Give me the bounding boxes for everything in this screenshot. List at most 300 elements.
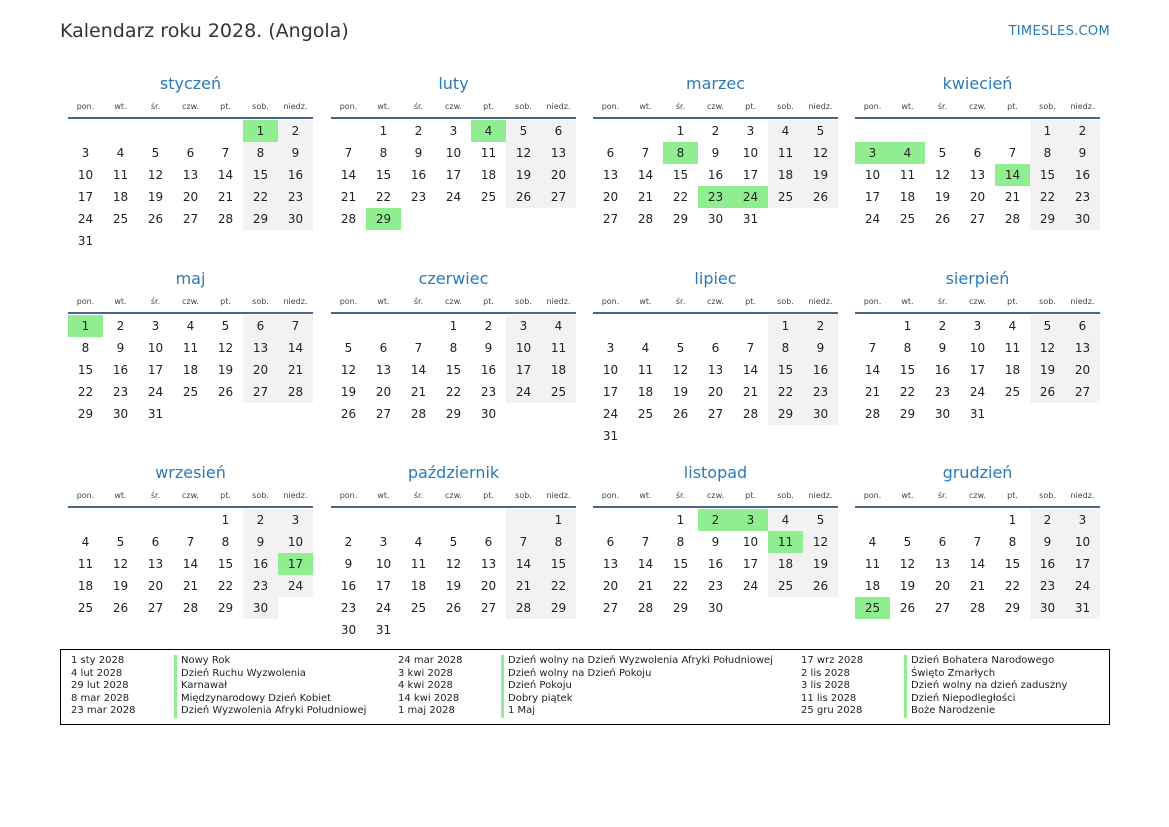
- day-cell: 30: [243, 597, 278, 619]
- weekday-label: śr.: [937, 102, 948, 111]
- day-cell: 3: [278, 509, 313, 531]
- weekday-label: czw.: [707, 102, 724, 111]
- day-cell: 2: [116, 319, 125, 333]
- weekday-label: pt.: [220, 102, 231, 111]
- weekday-label: wt.: [377, 491, 390, 500]
- weekday-header: [855, 97, 1100, 117]
- header-rule: [855, 506, 1100, 508]
- day-cell: 20: [934, 579, 951, 593]
- weekday-label: śr.: [675, 491, 686, 500]
- day-cell: 22: [541, 575, 576, 597]
- day-grid: [593, 509, 838, 619]
- day-cell: 8: [903, 341, 912, 355]
- weekday-label: pt.: [483, 102, 494, 111]
- day-cell: 5: [903, 535, 912, 549]
- day-cell: 21: [637, 579, 654, 593]
- day-cell: 19: [803, 553, 838, 575]
- day-cell: 25: [410, 601, 427, 615]
- day-cell: 30: [480, 407, 497, 421]
- empty-cell: [855, 315, 890, 337]
- weekday-label: pt.: [483, 491, 494, 500]
- day-cell: 7: [868, 341, 877, 355]
- weekday-label: sob.: [1039, 297, 1056, 306]
- day-cell: 23: [278, 186, 313, 208]
- empty-cell: [243, 403, 278, 425]
- month-name: marzec: [685, 74, 745, 93]
- day-cell: 25: [112, 212, 129, 226]
- weekday-label: czw.: [969, 102, 986, 111]
- empty-cell: [138, 509, 173, 531]
- day-grid: [331, 120, 576, 230]
- weekday-label: śr.: [413, 102, 424, 111]
- empty-cell: [278, 230, 313, 252]
- day-cell: 20: [147, 579, 164, 593]
- day-cell: 27: [934, 601, 951, 615]
- day-cell: 7: [506, 531, 541, 553]
- day-cell: 7: [278, 315, 313, 337]
- day-cell: 1: [903, 319, 912, 333]
- day-cell: 16: [112, 363, 129, 377]
- weekday-label: pon.: [339, 297, 358, 306]
- empty-cell: [208, 403, 243, 425]
- weekday-label: pon.: [601, 102, 620, 111]
- weekday-label: niedz.: [283, 297, 308, 306]
- day-cell: 21: [182, 579, 199, 593]
- day-cell: 24: [375, 601, 392, 615]
- day-cell: 18: [768, 553, 803, 575]
- day-grid: [593, 315, 838, 447]
- weekday-label: sob.: [252, 102, 269, 111]
- day-cell: 18: [899, 190, 916, 204]
- day-cell: 15: [243, 164, 278, 186]
- day-cell: 27: [969, 212, 986, 226]
- empty-cell: [471, 619, 506, 641]
- month-block: [68, 462, 313, 619]
- day-cell: 19: [1030, 359, 1065, 381]
- day-cell: 26: [217, 385, 234, 399]
- weekday-header: [593, 292, 838, 312]
- empty-cell: [960, 509, 995, 531]
- day-cell: 3: [973, 319, 982, 333]
- empty-cell: [803, 425, 838, 447]
- weekday-label: pon.: [863, 491, 882, 500]
- day-cell: 14: [864, 363, 881, 377]
- weekday-label: wt.: [114, 102, 127, 111]
- weekday-header: [855, 486, 1100, 506]
- day-cell: 15: [541, 553, 576, 575]
- day-cell: 17: [375, 579, 392, 593]
- day-cell: 14: [217, 168, 234, 182]
- header-rule: [331, 117, 576, 119]
- weekday-header: [68, 97, 313, 117]
- legend-name-column: [904, 655, 1067, 718]
- day-cell: 24: [742, 579, 759, 593]
- day-cell: 4: [1008, 319, 1017, 333]
- empty-cell: [628, 509, 663, 531]
- weekday-label: pon.: [601, 297, 620, 306]
- day-cell: 24: [278, 575, 313, 597]
- empty-cell: [890, 509, 925, 531]
- day-cell: 30: [707, 601, 724, 615]
- day-cell: 3: [746, 124, 755, 138]
- day-cell: 10: [602, 363, 619, 377]
- weekday-label: pt.: [220, 297, 231, 306]
- day-cell: 25: [1004, 385, 1021, 399]
- header-rule: [593, 117, 838, 119]
- day-cell: 2: [938, 319, 947, 333]
- day-cell: 4: [116, 146, 125, 160]
- day-cell: 1: [1030, 120, 1065, 142]
- day-cell: 4: [641, 341, 650, 355]
- day-cell: 11: [1004, 341, 1021, 355]
- empty-cell: [855, 120, 890, 142]
- day-cell: 5: [344, 341, 353, 355]
- empty-cell: [506, 619, 541, 641]
- month-name: lipiec: [694, 269, 737, 288]
- day-cell: 6: [1065, 315, 1100, 337]
- day-cell: 11: [768, 531, 803, 553]
- holiday-name: Dzień Niepodległości: [904, 693, 1067, 706]
- day-cell: 13: [147, 557, 164, 571]
- month-name: sierpień: [945, 269, 1010, 288]
- weekday-label: czw.: [707, 491, 724, 500]
- day-cell: 13: [243, 337, 278, 359]
- day-cell: 6: [938, 535, 947, 549]
- day-cell: 1: [243, 120, 278, 142]
- holiday-name: Boże Narodzenie: [904, 705, 1067, 718]
- day-cell: 14: [969, 557, 986, 571]
- day-cell: 18: [480, 168, 497, 182]
- weekday-label: pt.: [220, 491, 231, 500]
- empty-cell: [208, 230, 243, 252]
- day-cell: 30: [340, 623, 357, 637]
- empty-cell: [138, 120, 173, 142]
- weekday-label: śr.: [675, 102, 686, 111]
- weekday-label: śr.: [150, 297, 161, 306]
- weekday-label: pt.: [1007, 297, 1018, 306]
- holiday-date: 2 lis 2028: [801, 667, 850, 679]
- day-cell: 29: [672, 212, 689, 226]
- weekday-header: [68, 292, 313, 312]
- day-cell: 23: [1065, 186, 1100, 208]
- day-grid: [68, 509, 313, 619]
- day-cell: 20: [602, 190, 619, 204]
- weekday-label: pon.: [76, 297, 95, 306]
- day-cell: 23: [480, 385, 497, 399]
- day-cell: 19: [934, 190, 951, 204]
- day-cell: 12: [803, 531, 838, 553]
- holiday-date: 4 lut 2028: [71, 667, 123, 679]
- day-cell: 5: [506, 120, 541, 142]
- day-cell: 20: [243, 359, 278, 381]
- day-cell: 16: [1030, 553, 1065, 575]
- day-cell: 13: [707, 363, 724, 377]
- weekday-label: pon.: [863, 102, 882, 111]
- day-cell: 18: [541, 359, 576, 381]
- day-cell: 12: [672, 363, 689, 377]
- empty-cell: [925, 120, 960, 142]
- day-cell: 10: [969, 341, 986, 355]
- day-cell: 2: [243, 509, 278, 531]
- day-cell: 1: [1008, 513, 1017, 527]
- empty-cell: [471, 509, 506, 531]
- day-cell: 22: [899, 385, 916, 399]
- weekday-label: wt.: [639, 102, 652, 111]
- weekday-label: sob.: [777, 491, 794, 500]
- weekday-label: wt.: [114, 297, 127, 306]
- day-cell: 26: [112, 601, 129, 615]
- day-grid: [331, 509, 576, 641]
- day-cell: 4: [541, 315, 576, 337]
- weekday-label: czw.: [182, 102, 199, 111]
- weekday-label: śr.: [413, 297, 424, 306]
- holiday-date: 8 mar 2028: [71, 692, 130, 704]
- weekday-label: niedz.: [1070, 297, 1095, 306]
- weekday-label: czw.: [182, 491, 199, 500]
- day-cell: 21: [506, 575, 541, 597]
- day-cell: 8: [221, 535, 230, 549]
- holiday-date: 4 kwi 2028: [398, 680, 453, 692]
- day-cell: 28: [864, 407, 881, 421]
- day-cell: 19: [506, 164, 541, 186]
- month-block: [331, 462, 576, 641]
- day-cell: 14: [182, 557, 199, 571]
- weekday-label: niedz.: [283, 491, 308, 500]
- day-cell: 29: [1030, 208, 1065, 230]
- month-block: [855, 268, 1100, 425]
- empty-cell: [593, 315, 628, 337]
- day-cell: 10: [742, 535, 759, 549]
- day-cell: 26: [340, 407, 357, 421]
- day-cell: 1: [676, 513, 685, 527]
- day-cell: 6: [711, 341, 720, 355]
- empty-cell: [208, 120, 243, 142]
- weekday-label: sob.: [777, 297, 794, 306]
- day-cell: 15: [672, 168, 689, 182]
- weekday-label: sob.: [515, 491, 532, 500]
- weekday-label: niedz.: [808, 491, 833, 500]
- day-cell: 18: [182, 363, 199, 377]
- empty-cell: [733, 425, 768, 447]
- day-cell: 24: [864, 212, 881, 226]
- day-cell: 27: [707, 407, 724, 421]
- day-cell: 8: [768, 337, 803, 359]
- weekday-label: czw.: [445, 102, 462, 111]
- day-cell: 13: [1065, 337, 1100, 359]
- day-cell: 19: [217, 363, 234, 377]
- header-rule: [68, 312, 313, 314]
- holiday-date: 3 kwi 2028: [398, 667, 453, 679]
- day-cell: 11: [541, 337, 576, 359]
- day-cell: 8: [676, 535, 685, 549]
- empty-cell: [401, 509, 436, 531]
- day-cell: 24: [733, 186, 768, 208]
- day-cell: 31: [969, 407, 986, 421]
- month-name: listopad: [683, 463, 748, 482]
- day-cell: 21: [1004, 190, 1021, 204]
- day-cell: 17: [147, 363, 164, 377]
- day-cell: 21: [637, 190, 654, 204]
- day-cell: 16: [707, 557, 724, 571]
- holiday-name: Dzień Pokoju: [501, 680, 773, 693]
- day-cell: 23: [698, 186, 733, 208]
- day-cell: 2: [1030, 509, 1065, 531]
- day-cell: 11: [77, 557, 94, 571]
- day-cell: 7: [973, 535, 982, 549]
- empty-cell: [436, 509, 471, 531]
- weekday-label: pt.: [483, 297, 494, 306]
- day-cell: 9: [344, 557, 353, 571]
- day-cell: 17: [969, 363, 986, 377]
- weekday-label: czw.: [445, 297, 462, 306]
- day-cell: 22: [672, 579, 689, 593]
- day-cell: 17: [77, 190, 94, 204]
- day-cell: 3: [81, 146, 90, 160]
- day-cell: 12: [934, 168, 951, 182]
- empty-cell: [803, 208, 838, 230]
- day-cell: 11: [637, 363, 654, 377]
- day-cell: 3: [379, 535, 388, 549]
- empty-cell: [506, 403, 541, 425]
- empty-cell: [960, 120, 995, 142]
- empty-cell: [401, 208, 436, 230]
- empty-cell: [768, 208, 803, 230]
- header-rule: [331, 506, 576, 508]
- weekday-label: niedz.: [1070, 102, 1095, 111]
- day-cell: 29: [899, 407, 916, 421]
- day-cell: 15: [217, 557, 234, 571]
- day-cell: 18: [410, 579, 427, 593]
- day-cell: 6: [151, 535, 160, 549]
- day-grid: [855, 120, 1100, 230]
- day-cell: 7: [641, 535, 650, 549]
- holiday-name: Dobry piątek: [501, 693, 773, 706]
- holiday-date: 3 lis 2028: [801, 680, 850, 692]
- day-cell: 28: [217, 212, 234, 226]
- day-cell: 16: [803, 359, 838, 381]
- weekday-label: niedz.: [808, 297, 833, 306]
- legend-name-column: [501, 655, 773, 718]
- day-cell: 2: [484, 319, 493, 333]
- day-cell: 17: [742, 557, 759, 571]
- day-cell: 14: [637, 168, 654, 182]
- day-cell: 30: [803, 403, 838, 425]
- day-cell: 30: [112, 407, 129, 421]
- weekday-label: pon.: [339, 102, 358, 111]
- empty-cell: [366, 315, 401, 337]
- day-cell: 31: [77, 234, 94, 248]
- day-cell: 21: [742, 385, 759, 399]
- weekday-label: pt.: [745, 297, 756, 306]
- day-cell: 27: [602, 601, 619, 615]
- empty-cell: [436, 208, 471, 230]
- weekday-label: niedz.: [808, 102, 833, 111]
- day-cell: 3: [151, 319, 160, 333]
- day-cell: 18: [864, 579, 881, 593]
- day-cell: 28: [742, 407, 759, 421]
- day-cell: 7: [344, 146, 353, 160]
- day-cell: 21: [969, 579, 986, 593]
- day-cell: 16: [278, 164, 313, 186]
- day-cell: 17: [445, 168, 462, 182]
- empty-cell: [663, 315, 698, 337]
- day-cell: 25: [480, 190, 497, 204]
- day-cell: 14: [637, 557, 654, 571]
- day-cell: 22: [1004, 579, 1021, 593]
- day-cell: 6: [379, 341, 388, 355]
- day-cell: 22: [768, 381, 803, 403]
- day-cell: 13: [480, 557, 497, 571]
- day-cell: 2: [698, 509, 733, 531]
- weekday-label: wt.: [377, 102, 390, 111]
- weekday-label: czw.: [969, 297, 986, 306]
- day-cell: 6: [606, 535, 615, 549]
- month-name: październik: [407, 463, 500, 482]
- empty-cell: [593, 120, 628, 142]
- day-cell: 27: [147, 601, 164, 615]
- day-cell: 16: [340, 579, 357, 593]
- day-cell: 27: [480, 601, 497, 615]
- day-cell: 22: [445, 385, 462, 399]
- day-cell: 6: [606, 146, 615, 160]
- day-cell: 20: [1065, 359, 1100, 381]
- empty-cell: [663, 425, 698, 447]
- weekday-label: wt.: [901, 102, 914, 111]
- holiday-name: Dzień wolny na Dzień Pokoju: [501, 668, 773, 681]
- weekday-label: wt.: [639, 491, 652, 500]
- day-cell: 30: [707, 212, 724, 226]
- day-grid: [68, 120, 313, 252]
- day-cell: 21: [217, 190, 234, 204]
- day-cell: 5: [151, 146, 160, 160]
- day-cell: 1: [68, 315, 103, 337]
- header-rule: [855, 117, 1100, 119]
- day-cell: 15: [768, 359, 803, 381]
- empty-cell: [628, 425, 663, 447]
- day-cell: 25: [77, 601, 94, 615]
- day-cell: 16: [707, 168, 724, 182]
- holiday-name: Nowy Rok: [174, 655, 366, 668]
- month-block: [593, 268, 838, 447]
- brand-link[interactable]: TIMESLES.COM: [1008, 24, 1110, 39]
- day-cell: 4: [768, 509, 803, 531]
- weekday-header: [331, 486, 576, 506]
- day-cell: 7: [221, 146, 230, 160]
- month-block: [331, 268, 576, 425]
- day-cell: 1: [541, 509, 576, 531]
- weekday-label: pon.: [601, 491, 620, 500]
- day-cell: 17: [864, 190, 881, 204]
- empty-cell: [506, 208, 541, 230]
- day-cell: 2: [414, 124, 423, 138]
- empty-cell: [173, 230, 208, 252]
- holiday-date: 17 wrz 2028: [801, 655, 864, 666]
- empty-cell: [103, 230, 138, 252]
- weekday-label: śr.: [150, 491, 161, 500]
- page-title: Kalendarz roku 2028. (Angola): [60, 20, 349, 42]
- day-cell: 11: [768, 142, 803, 164]
- day-cell: 7: [1008, 146, 1017, 160]
- empty-cell: [733, 315, 768, 337]
- day-cell: 5: [676, 341, 685, 355]
- day-cell: 26: [899, 601, 916, 615]
- header-rule: [331, 312, 576, 314]
- day-cell: 10: [1065, 531, 1100, 553]
- empty-cell: [541, 208, 576, 230]
- weekday-label: wt.: [901, 491, 914, 500]
- day-cell: 11: [182, 341, 199, 355]
- day-cell: 10: [864, 168, 881, 182]
